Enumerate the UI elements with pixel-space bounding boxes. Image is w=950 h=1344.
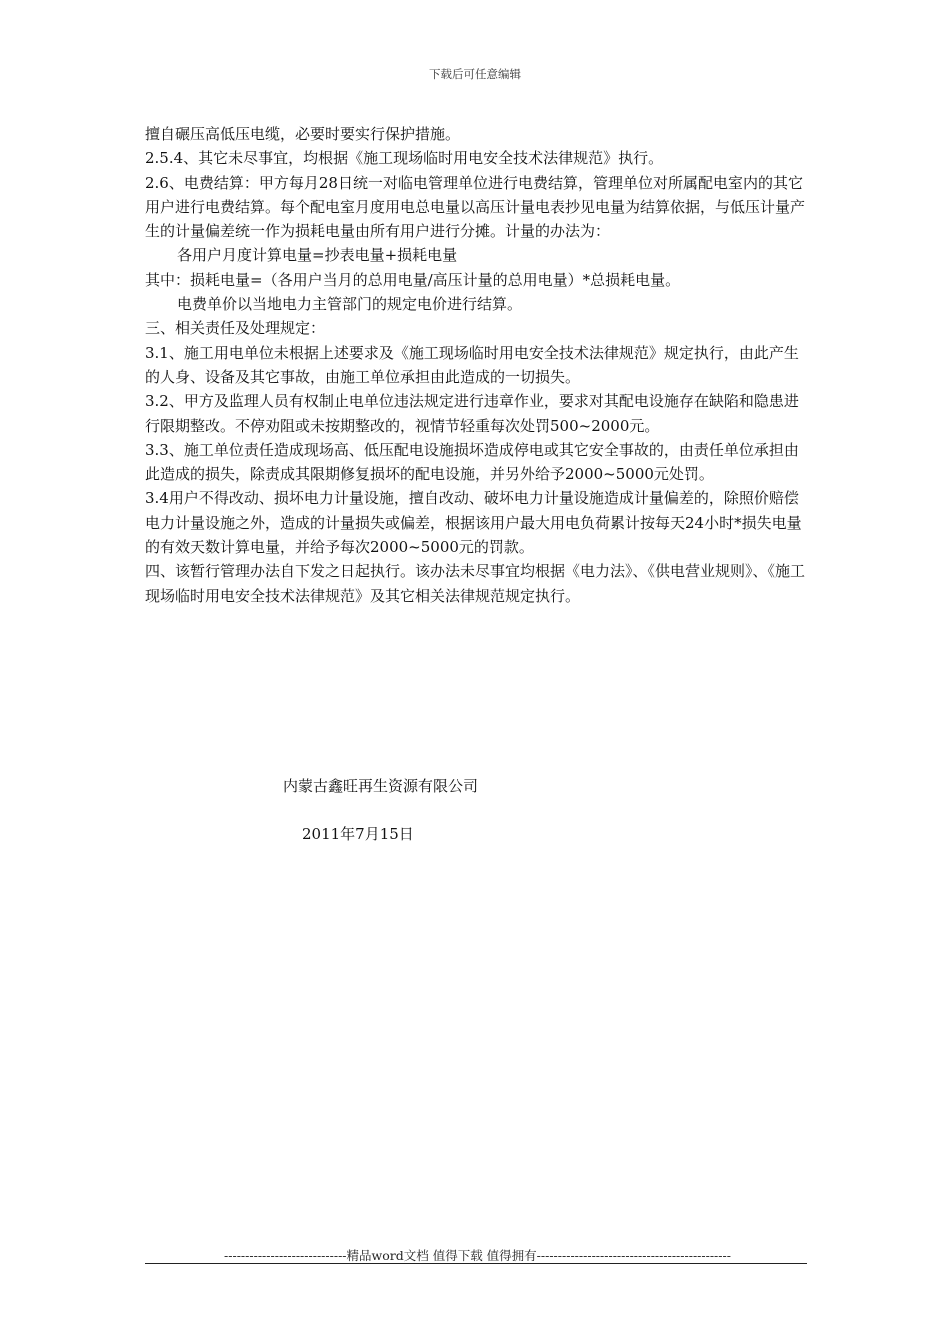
paragraph-4-effective: 四、该暂行管理办法自下发之日起执行。该办法未尽事宜均根据《电力法》、《供电营业规则》、《施工现场临时用电安全技术法律规范》及其它相关法律规范规定执行。: [145, 562, 806, 605]
section-heading-responsibilities: 三、相关责任及处理规定：: [145, 319, 326, 338]
paragraph-unit-price: 电费单价以当地电力主管部门的规定电价进行结算。: [177, 295, 523, 314]
paragraph-3-4: 3.4用户不得改动、损坏电力计量设施，擅自改动、破坏电力计量设施造成计量偏差的，除照价赔偿电力计量设施之外，造成的计量损失或偏差，根据该用户最大用电负荷累计按每天24小时*损失电量的有效天数计算电量，并给予每次2000~5000元的罚款。: [145, 489, 802, 557]
paragraph-3-1: 3.1、施工用电单位未根据上述要求及《施工现场临时用电安全技术法律规范》规定执行，由此产生的人身、设备及其它事故，由施工单位承担由此造成的一切损失。: [145, 343, 799, 386]
paragraph-2-6: 2.6、电费结算：甲方每月28日统一对临电管理单位进行电费结算，管理单位对所属配电室内的其它用户进行电费结算。每个配电室月度用电总电量以高压计量电表抄见电量为结算依据，与低压计量产生的计量偏差统一作为损耗电量由所有用户进行分摊。计量的办法为：: [145, 173, 806, 241]
signature-date: 2011年7月15日: [302, 825, 414, 843]
footer-divider: [145, 1263, 807, 1264]
document-body: [145, 122, 810, 608]
formula-loss-usage: 其中：损耗电量=（各用户当月的总用电量/高压计量的总用电量）*总损耗电量。: [145, 270, 681, 289]
signature-company: 内蒙古鑫旺再生资源有限公司: [283, 777, 479, 795]
paragraph-cable-protection: 擅自碾压高低压电缆，必要时要实行保护措施。: [145, 125, 461, 143]
paragraph-2-5-4: 2.5.4、其它未尽事宜，均根据《施工现场临时用电安全技术法律规范》执行。: [145, 149, 664, 168]
formula-monthly-usage: 各用户月度计算电量=抄表电量+损耗电量: [177, 246, 458, 265]
page-footer: -----------------------------精品word文档 值得下载 值得拥有----------------------------------------------: [224, 1248, 731, 1263]
paragraph-3-3: 3.3、施工单位责任造成现场高、低压配电设施损坏造成停电或其它安全事故的，由责任单位承担由此造成的损失，除责成其限期修复损坏的配电设施，并另外给予2000~5000元处罚。: [145, 440, 799, 484]
page-header: 下载后可任意编辑: [429, 67, 521, 81]
paragraph-3-2: 3.2、甲方及监理人员有权制止电单位违法规定进行违章作业，要求对其配电设施存在缺陷和隐患进行限期整改。不停劝阻或未按期整改的，视情节轻重每次处罚500~2000元。: [145, 392, 799, 435]
